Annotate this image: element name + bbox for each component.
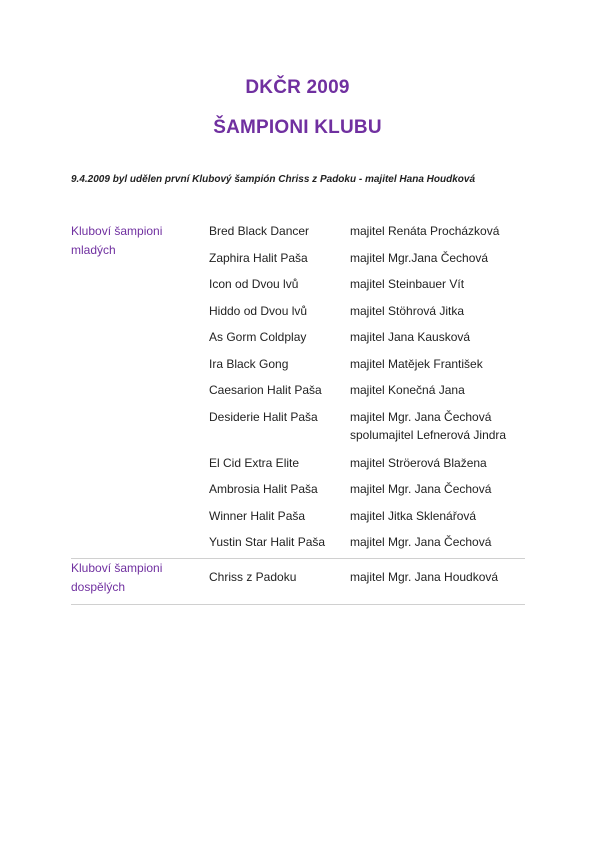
owner-cell	[350, 302, 526, 320]
owner-cell	[350, 568, 526, 586]
owner-text: majitel Konečná Jana	[350, 383, 465, 397]
owner-text: majitel Steinbauer Vít	[350, 277, 465, 291]
owner-text: majitel Ströerová Blažena	[350, 455, 487, 470]
section-divider	[71, 604, 525, 605]
owner-text: majitel Mgr. Jana Čechová	[350, 535, 492, 549]
owner-cell	[350, 507, 526, 525]
owner-text: majitel Jitka Sklenářová	[350, 508, 477, 523]
owner-text: majitel Mgr.Jana Čechová	[350, 250, 489, 265]
table-row	[209, 408, 526, 454]
owner-cell	[350, 249, 526, 267]
dog-name: Winner Halit Paša	[209, 508, 306, 523]
table-row	[209, 533, 526, 560]
section-adult-champions	[71, 559, 526, 594]
table-row	[209, 302, 526, 329]
table-row	[209, 454, 526, 481]
table-row	[209, 328, 526, 355]
dog-name: Yustin Star Halit Paša	[209, 535, 326, 549]
dog-name: Bred Black Dancer	[209, 224, 310, 238]
owner-cell	[350, 328, 526, 346]
owner-text: majitel Mgr. Jana Čechová	[350, 482, 492, 496]
dog-name: As Gorm Coldplay	[209, 330, 307, 344]
dog-name: Hiddo od Dvou lvů	[209, 303, 308, 318]
dog-name: Icon od Dvou lvů	[209, 277, 299, 291]
owner-text: majitel Mgr. Jana Čechová	[350, 409, 492, 424]
dog-name: Ira Black Gong	[209, 356, 289, 371]
owner-text: majitel Jana Kausková	[350, 330, 471, 344]
table-row	[209, 507, 526, 534]
owner-cell	[350, 408, 526, 444]
dog-name: Caesarion Halit Paša	[209, 383, 322, 397]
owner-cell	[350, 355, 526, 373]
dog-name: Chriss z Padoku	[209, 570, 297, 584]
owner-cell	[350, 381, 526, 399]
dog-name: Ambrosia Halit Paša	[209, 482, 318, 496]
dog-name: Zaphira Halit Paša	[209, 250, 308, 265]
owner-text: majitel Stöhrová Jitka	[350, 303, 465, 318]
page-title: DKČR 2009	[245, 77, 350, 98]
owner-text: majitel Renáta Procházková	[350, 224, 500, 238]
co-owner-text: spolumajitel Lefnerová Jindra	[350, 427, 507, 442]
table-row	[209, 480, 526, 507]
table-row	[209, 275, 526, 302]
table-row	[209, 355, 526, 382]
table-row	[209, 381, 526, 408]
dog-name: El Cid Extra Elite	[209, 455, 300, 470]
owner-cell	[350, 222, 526, 240]
dog-name: Desiderie Halit Paša	[209, 409, 318, 424]
section-label: Kluboví šampioni dospělých	[71, 561, 163, 594]
table-row	[209, 222, 526, 249]
owner-cell	[350, 275, 526, 293]
table-row	[209, 568, 526, 594]
owner-cell	[350, 454, 526, 472]
section-label: Kluboví šampioni mladých	[71, 224, 163, 257]
section-young-champions	[71, 222, 526, 560]
intro-text: 9.4.2009 byl udělen první Klubový šampión Chriss z Padoku - majitel Hana Houdková	[71, 174, 475, 185]
owner-cell	[350, 533, 526, 551]
page-subtitle: ŠAMPIONI KLUBU	[213, 117, 382, 138]
champion-list	[71, 222, 526, 560]
owner-cell	[350, 480, 526, 498]
table-row	[209, 249, 526, 276]
owner-text: majitel Matějek František	[350, 356, 483, 371]
owner-text: majitel Mgr. Jana Houdková	[350, 570, 499, 584]
